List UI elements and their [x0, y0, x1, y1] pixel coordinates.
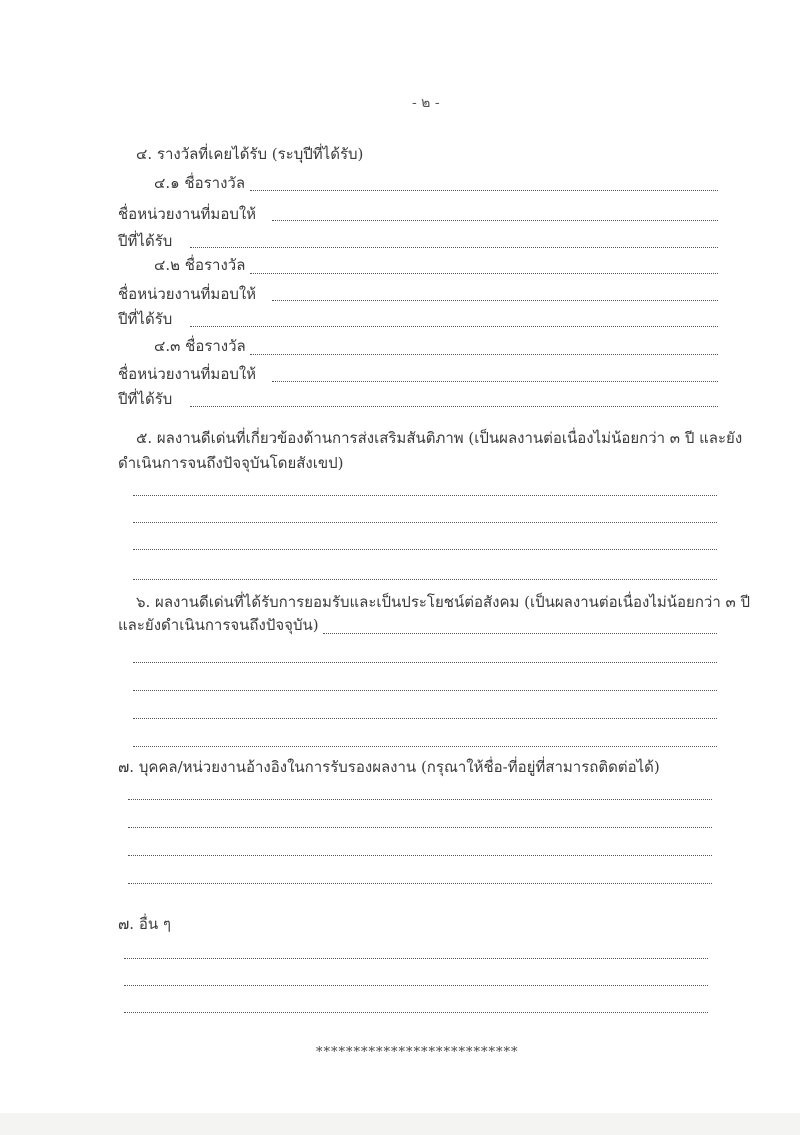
award1-name-line[interactable] — [250, 190, 718, 191]
award1-year-line[interactable] — [190, 247, 718, 248]
section7-line[interactable] — [128, 855, 712, 856]
award1-org-label: ชื่อหน่วยงานที่มอบให้ — [118, 205, 257, 223]
award2-name-label: ๔.๒ ชื่อรางวัล — [154, 256, 246, 274]
page-number: - ๒ - — [412, 95, 440, 111]
scan-edge — [0, 1113, 800, 1135]
section5-line[interactable] — [133, 495, 717, 496]
award3-name-line[interactable] — [250, 354, 718, 355]
award3-year-line[interactable] — [190, 406, 718, 407]
award1-org-line[interactable] — [272, 220, 718, 221]
section7-line[interactable] — [128, 827, 712, 828]
award1-year-label: ปีที่ได้รับ — [118, 232, 173, 250]
award2-year-label: ปีที่ได้รับ — [118, 310, 173, 328]
section4-heading: ๔. รางวัลที่เคยได้รับ (ระบุปีที่ได้รับ) — [136, 145, 364, 163]
award2-org-line[interactable] — [272, 300, 718, 301]
award3-year-label: ปีที่ได้รับ — [118, 390, 173, 408]
section7-line[interactable] — [128, 883, 712, 884]
section6-heading-line2: และยังดำเนินการจนถึงปัจจุบัน) — [118, 616, 319, 634]
section5-heading-line1: ๕. ผลงานดีเด่นที่เกี่ยวข้องด้านการส่งเสริมสันติภาพ (เป็นผลงานต่อเนื่องไม่น้อยกว่า ๓ ปี และยัง — [136, 429, 743, 447]
section7-heading: ๗. บุคคล/หน่วยงานอ้างอิงในการรับรองผลงาน (กรุณาให้ชื่อ-ที่อยู่ที่สามารถติดต่อได้) — [118, 758, 660, 776]
award1-name-label: ๔.๑ ชื่อรางวัล — [154, 174, 246, 192]
section6-line[interactable] — [323, 633, 717, 634]
award2-name-line[interactable] — [250, 273, 718, 274]
section8-line[interactable] — [124, 985, 708, 986]
award2-org-label: ชื่อหน่วยงานที่มอบให้ — [118, 285, 257, 303]
section8-line[interactable] — [124, 1012, 708, 1013]
award2-year-line[interactable] — [190, 326, 718, 327]
section6-line[interactable] — [133, 718, 717, 719]
award3-org-label: ชื่อหน่วยงานที่มอบให้ — [118, 365, 257, 383]
section5-line[interactable] — [133, 579, 717, 580]
award3-name-label: ๔.๓ ชื่อรางวัล — [154, 337, 246, 355]
section5-heading-line2: ดำเนินการจนถึงปัจจุบันโดยสังเขป) — [118, 454, 344, 472]
award3-org-line[interactable] — [272, 381, 718, 382]
section6-line[interactable] — [133, 690, 717, 691]
section5-line[interactable] — [133, 522, 717, 523]
section6-heading-line1: ๖. ผลงานดีเด่นที่ได้รับการยอมรับและเป็นประโยชน์ต่อสังคม (เป็นผลงานต่อเนื่องไม่น้อยกว่า ๓ ปี — [136, 593, 751, 611]
section8-heading: ๗. อื่น ๆ — [118, 915, 171, 933]
section6-line[interactable] — [133, 746, 717, 747]
section7-line[interactable] — [128, 799, 712, 800]
section8-line[interactable] — [124, 958, 708, 959]
section6-line[interactable] — [133, 662, 717, 663]
end-marker: *************************** — [316, 1045, 519, 1060]
section5-line[interactable] — [133, 549, 717, 550]
